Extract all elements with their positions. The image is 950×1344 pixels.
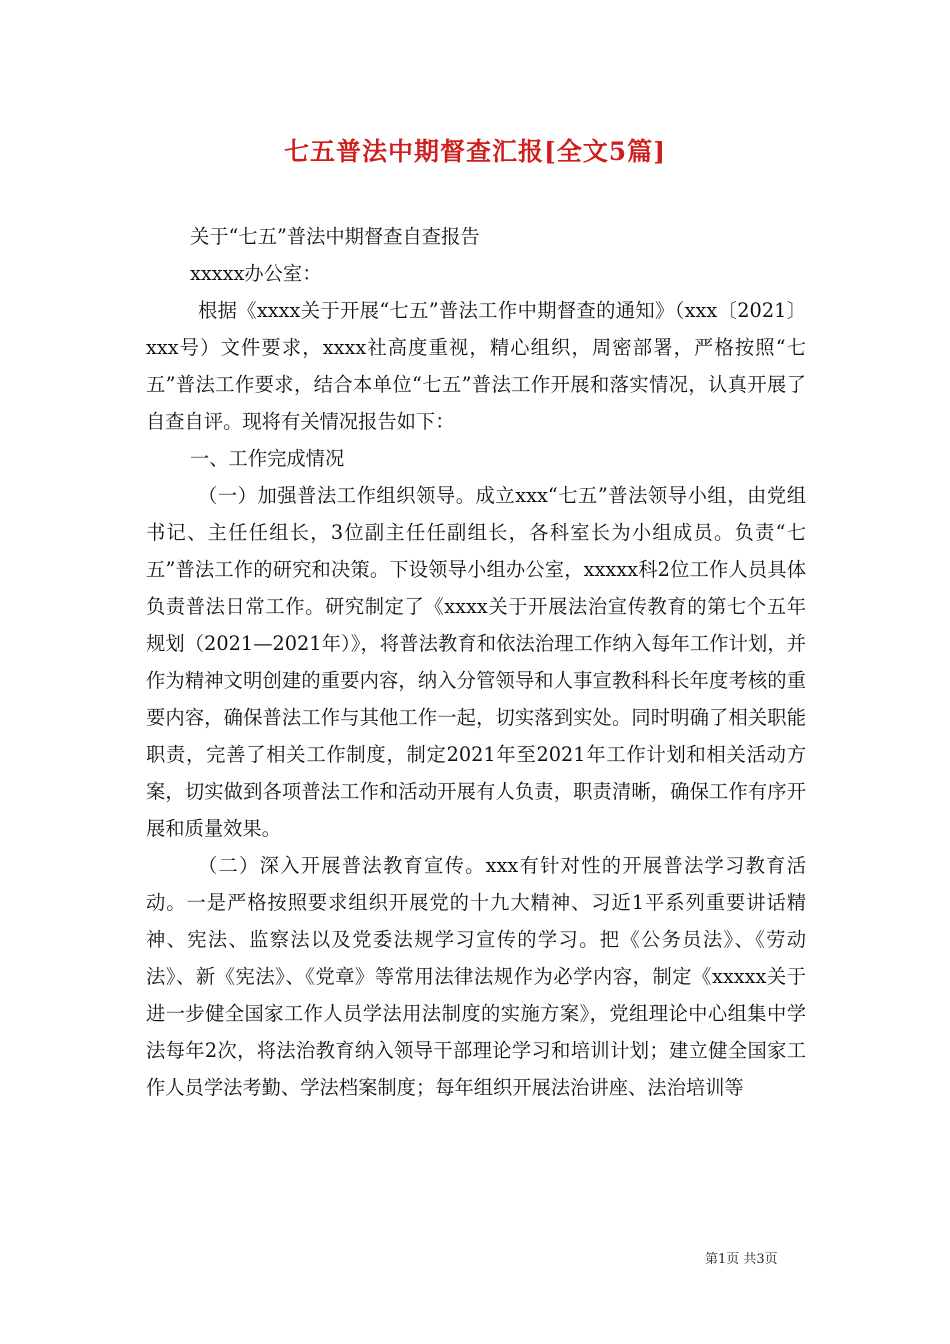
section-heading-work-completion: 一、工作完成情况 [190, 447, 345, 470]
paragraph-report-heading: 关于“七五”普法中期督查自查报告 [190, 225, 480, 248]
document-body [146, 218, 806, 1106]
paragraph-section-2: （二）深入开展普法教育宣传。xxx有针对性的开展普法学习教育活动。一是严格按照要求组织开展党的十九大精神、习近1平系列重要讲话精神、宪法、监察法以及党委法规学习宣传的学习。把《公务员法》、《劳动法》、新《宪法》、《党章》等常用法律法规作为必学内容，制定《xxxxx关于进一步健全国家工作人员学法用法制度的实施方案》，党组理论中心组集中学法每年2次，将法治教育纳入领导干部理论学习和培训计划；建立健全国家工作人员学法考勤、学法档案制度；每年组织开展法治讲座、法治培训等 [146, 854, 806, 1099]
document-title: 七五普法中期督查汇报[全文5篇] [283, 137, 667, 166]
page-number-footer: 第1页 共3页 [705, 1252, 778, 1267]
paragraph-section-1: （一）加强普法工作组织领导。成立xxx“七五”普法领导小组，由党组书记、主任任组长，3位副主任任副组长，各科室长为小组成员。负责“七五”普法工作的研究和决策。下设领导小组办公室，xxxxx科2位工作人员具体负责普法日常工作。研究制定了《xxxx关于开展法治宣传教育的第七个五年规划（2021—2021年）》，将普法教育和依法治理工作纳入每年工作计划，并作为精神文明创建的重要内容，纳入分管领导和人事宣教科科长年度考核的重要内容，确保普法工作与其他工作一起，切实落到实处。同时明确了相关职能职责，完善了相关工作制度，制定2021年至2021年工作计划和相关活动方案，切实做到各项普法工作和活动开展有人负责，职责清晰，确保工作有序开展和质量效果。 [146, 484, 806, 840]
paragraph-addressee: xxxxx办公室： [190, 262, 322, 285]
paragraph-intro: 根据《xxxx关于开展“七五”普法工作中期督查的通知》（xxx〔2021〕xxx号）文件要求，xxxx社高度重视，精心组织，周密部署，严格按照“七五”普法工作要求，结合本单位“七五”普法工作开展和落实情况，认真开展了自查自评。现将有关情况报告如下： [146, 299, 806, 433]
